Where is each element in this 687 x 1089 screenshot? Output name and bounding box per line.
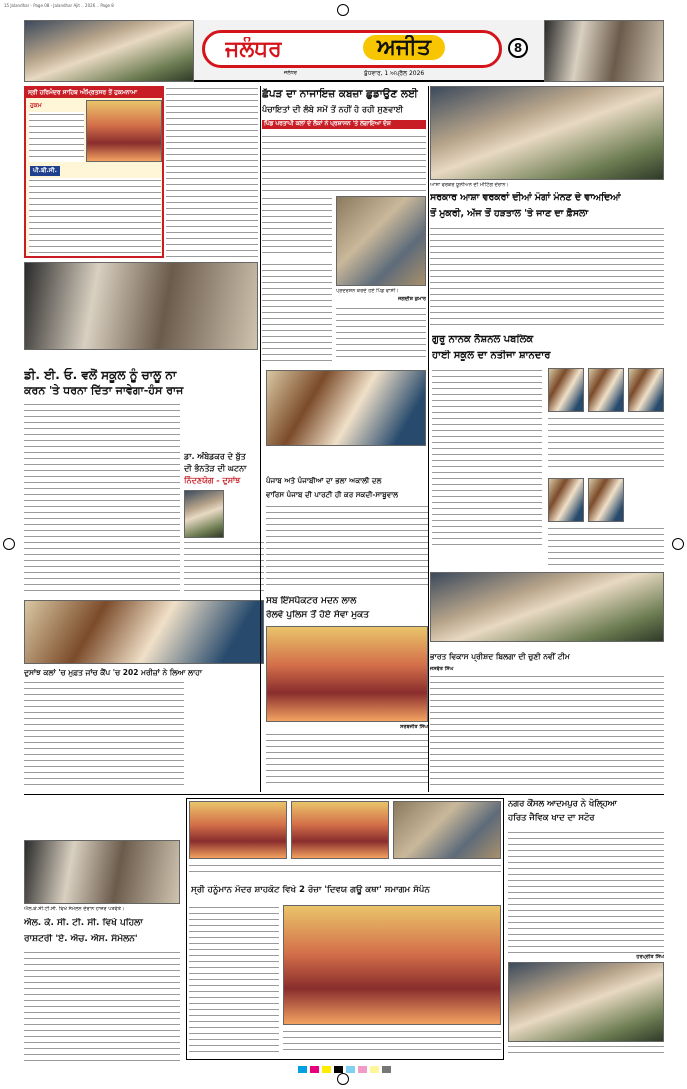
bharat-byline: ਜਸਵੰਤ ਸਿੰਘ (430, 666, 454, 672)
masthead-photo-right (544, 20, 664, 82)
masthead (24, 20, 664, 82)
hanuman-photo-2 (291, 801, 389, 859)
camp-text (24, 680, 184, 788)
gurbani-text (29, 112, 84, 162)
gnps-text (432, 368, 542, 548)
hanuman-photo-3 (393, 801, 501, 859)
sarkar-text (430, 226, 664, 330)
pbs-text (29, 178, 161, 256)
photo-office (24, 262, 258, 350)
camp-headline: ਦੁਸਾਂਝ ਕਲਾਂ 'ਚ ਮੁਫ਼ਤ ਜਾਂਚ ਕੈਂਪ 'ਚ 202 ਮਰੀਜ਼ਾਂ ਨੇ ਲਿਆ ਲਾਹਾ (24, 668, 203, 677)
nagar-headline-1: ਨਗਰ ਕੌਂਸਲ ਆਦਮਪੁਰ ਨੇ ਖੋਲ੍ਹਿਆ (508, 798, 617, 808)
ambedkar-photo (184, 490, 224, 538)
lead-text (262, 134, 426, 192)
deo-headline-2: ਕਰਨ 'ਤੇ ਧਰਨਾ ਦਿੱਤਾ ਜਾਵੇਗਾ-ਹੰਸ ਰਾਜ (24, 384, 184, 397)
hanuman-headline: ਸ੍ਰੀ ਹਨੂੰਮਾਨ ਮੰਦਰ ਸ਼ਾਹਕੋਟ ਵਿਖੇ 2 ਰੋਜ਼ਾ 'ਦਿਵਯ ਗਊ ਕਥਾ' ਸਮਾਗਮ ਸੰਪੰਨ (191, 885, 430, 895)
ambedkar-headline-3: ਨਿੰਦਣਯੋਗ - ਦੁਸਾਂਝ (184, 476, 241, 485)
bharat-photo (430, 572, 664, 642)
lead-text-col2 (262, 196, 332, 258)
protest-caption: ਪ੍ਰਦਰਸ਼ਨ ਕਰਦੇ ਹੋਏ ਪਿੰਡ ਵਾਸੀ। (336, 288, 399, 294)
ambedkar-headline-2: ਦੀ ਭੰਨਤੋੜ ਦੀ ਘਟਨਾ (184, 464, 247, 473)
masthead-title-left: ਜਲੰਧਰ (225, 37, 282, 62)
gurbani-label: ਹੁਕਮ (30, 102, 42, 109)
student-photo-1 (548, 368, 584, 412)
madan-photo (266, 626, 428, 722)
gnps-headline-2: ਹਾਈ ਸਕੂਲ ਦਾ ਨਤੀਜਾ ਸ਼ਾਨਦਾਰ (432, 350, 551, 361)
masthead-sub: ਜਲੰਧਰ (284, 70, 297, 76)
masthead-logo (202, 30, 502, 68)
gnps-headline-1: ਗੁਰੂ ਨਾਨਕ ਨੈਸ਼ਨਲ ਪਬਲਿਕ (432, 334, 534, 345)
gurbani-photo (86, 100, 162, 162)
deo-text (24, 402, 180, 596)
hanuman-photo-4 (283, 905, 501, 1025)
masthead-title-right: ਅਜੀਤ (363, 35, 445, 60)
ambedkar-headline-1: ਡਾ. ਅੰਬੇਡਕਰ ਦੇ ਬੁੱਤ (184, 452, 246, 461)
page-number: 8 (508, 38, 528, 58)
lead-text-col4 (336, 306, 426, 362)
section-rule (24, 794, 664, 795)
bharat-text (430, 674, 664, 786)
hanuman-photo-1 (189, 801, 287, 859)
madan-text (266, 732, 428, 788)
lkctc-text (24, 950, 180, 1062)
hanuman-caption (189, 863, 501, 877)
punjab-headline-1: ਪੰਜਾਬ ਅਤੇ ਪੰਜਾਬੀਆਂ ਦਾ ਭਲਾ ਅਕਾਲੀ ਦਲ (266, 476, 382, 485)
nagar-byline: ਹਰਪ੍ਰੀਤ ਸਿੰਘ (636, 954, 664, 960)
lkctc-photo (24, 840, 180, 904)
student-photo-4 (548, 478, 584, 522)
lead-text-col3 (262, 262, 332, 362)
student-photo-5 (588, 478, 624, 522)
registration-mark-left (3, 538, 15, 550)
gnps-text-2 (548, 416, 664, 472)
hanuman-text (189, 905, 279, 1055)
photo-camp (24, 600, 264, 664)
column-rule-1 (260, 86, 261, 792)
registration-mark-right (672, 538, 684, 550)
lead-headline-1: ਛੱਪੜ ਦਾ ਨਾਜਾਇਜ਼ ਕਬਜ਼ਾ ਛੁਡਾਉਣ ਲਈ (262, 88, 418, 100)
nagar-text (508, 830, 664, 954)
lead-headline-2: ਪੰਚਾਇਤਾਂ ਦੀ ਲੰਬੇ ਸਮੇਂ ਤੋਂ ਨਹੀਂ ਹੋ ਰਹੀ ਸੁਣਵਾਈ (262, 104, 404, 114)
student-photo-2 (588, 368, 624, 412)
bharat-headline: ਭਾਰਤ ਵਿਕਾਸ ਪ੍ਰੀਸ਼ਦ ਬਿਲਗਾ ਦੀ ਚੁਣੀ ਨਵੀਂ ਟੀਮ (430, 652, 570, 661)
ambedkar-text (184, 540, 264, 596)
masthead-photo-left (24, 20, 194, 82)
lkctc-headline-1: ਐਲ. ਕੇ. ਸੀ. ਟੀ. ਸੀ. ਵਿਖੇ ਪਹਿਲਾ (24, 918, 143, 928)
lead-byline: ਜਗਦੀਸ਼ ਕੁਮਾਰ (398, 296, 426, 302)
hanuman-box (186, 798, 504, 1060)
student-photo-3 (628, 368, 664, 412)
gurbani-box (24, 86, 164, 258)
gurbani-title: ਸ੍ਰੀ ਹਰਿਮੰਦਰ ਸਾਹਿਬ ਅੰਮ੍ਰਿਤਸਰ ਤੋਂ ਹੁਕਮਨਾਮਾ (26, 88, 162, 98)
registration-mark-bottom (337, 1073, 349, 1085)
deo-headline-1: ਡੀ. ਈ. ਓ. ਵਲੋਂ ਸਕੂਲ ਨੂੰ ਚਾਲੂ ਨਾ (24, 368, 177, 382)
color-bar (24, 1066, 664, 1074)
asha-caption: ਆਸ਼ਾ ਵਰਕਰ ਯੂਨੀਅਨ ਦੀ ਮੀਟਿੰਗ ਦੌਰਾਨ। (430, 182, 509, 188)
madan-byline: ਸਰਬਜੀਤ ਸਿੰਘ (400, 724, 428, 730)
punjab-text (266, 504, 428, 586)
nagar-headline-2: ਹਰਿਤ ਜੈਵਿਕ ਖਾਦ ਦਾ ਸਟੋਰ (508, 812, 595, 822)
lead-kicker: ਪਿੰਡ ਪਰਤਾਪੀ ਕਲਾਂ ਦੇ ਲੋਕਾਂ ਨੇ ਪ੍ਰਸ਼ਾਸਨ 'ਤੇ ਲਗਾਇਆ ਦੋਸ਼ (262, 120, 426, 129)
nagar-photo (508, 962, 664, 1042)
lkctc-caption: ਐਲ.ਕੇ.ਸੀ.ਟੀ.ਸੀ. ਵਿਖੇ ਸੰਮੇਲਨ ਦੌਰਾਨ ਹਾਜ਼ਰ ਪਤਵੰਤੇ। (24, 906, 125, 912)
pbs-label: ਪੀ.ਬੀ.ਸੀ. (30, 166, 60, 176)
hanuman-text-2 (283, 1029, 501, 1055)
gurbani-side-text (166, 86, 258, 258)
sarkar-headline-2: ਤੋਂ ਮੁਕਰੀ, ਅੱਜ ਤੋਂ ਹੜਤਾਲ 'ਤੇ ਜਾਣ ਦਾ ਫ਼ੈਸਲਾ (430, 208, 589, 219)
madan-headline-1: ਸਬ ਇੰਸਪੈਕਟਰ ਮਦਨ ਲਾਲ (266, 596, 357, 606)
punjab-photo (266, 370, 426, 446)
masthead-date: ਬੁੱਧਵਾਰ, 1 ਅਪ੍ਰੈਲ 2026 (364, 70, 425, 77)
registration-mark-top (337, 4, 349, 16)
protest-photo (336, 196, 426, 286)
lkctc-headline-2: ਰਾਸ਼ਟਰੀ 'ਏ. ਐਚ. ਐਸ. ਸੰਮੇਲਨ' (24, 934, 138, 944)
nagar-caption (508, 1044, 664, 1058)
column-rule-2 (428, 86, 429, 792)
caption-office (24, 352, 258, 364)
print-slug: 15 Jalandhar - Page 08 - Jalandhar Ajit .. 2026 .. Page 8 (4, 3, 114, 8)
punjab-headline-2: ਵਾਰਿਸ ਪੰਜਾਬ ਦੀ ਪਾਰਟੀ ਹੀ ਕਰ ਸਕਦੀ-ਸਾਬੂਵਾਲ (266, 490, 399, 499)
gnps-text-3 (548, 526, 664, 566)
sarkar-headline-1: ਸਰਕਾਰ ਆਸ਼ਾ ਵਰਕਰਾਂ ਦੀਆਂ ਮੰਗਾਂ ਮੰਨਣ ਦੇ ਵਾਅਦਿਆਂ (430, 192, 621, 203)
asha-photo (430, 86, 664, 180)
madan-headline-2: ਰੇਲਵੇ ਪੁਲਿਸ ਤੋਂ ਹੋਏ ਸੇਵਾ ਮੁਕਤ (266, 610, 370, 620)
